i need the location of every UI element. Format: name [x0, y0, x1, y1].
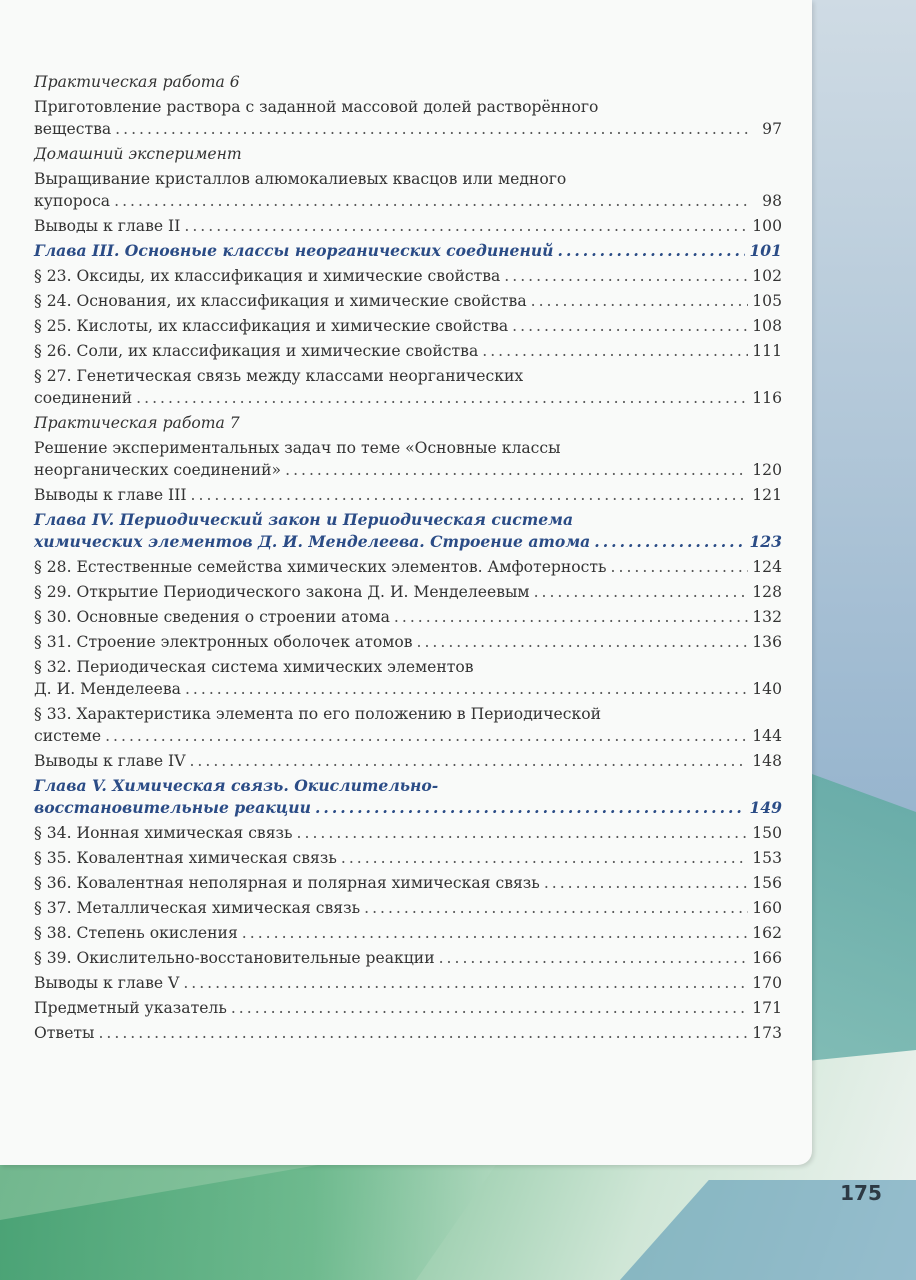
toc-subheading-text: Домашний эксперимент	[34, 145, 242, 163]
toc-leader-line	[34, 484, 782, 506]
toc-title: § 25. Кислоты, их классификация и химические свойства	[34, 317, 509, 335]
page-number: 175	[840, 1181, 882, 1205]
toc-title: Выводы к главе V	[34, 974, 180, 992]
toc-page-number: 98	[762, 192, 782, 210]
dot-leader	[531, 290, 748, 312]
dot-leader	[105, 725, 748, 747]
toc-title: § 23. Оксиды, их классификация и химические свойства	[34, 267, 501, 285]
toc-title-line: § 32. Периодическая система химических элементов	[34, 658, 474, 676]
dot-leader	[114, 190, 748, 212]
toc-leader-line	[34, 725, 782, 747]
toc-entry	[34, 997, 782, 1019]
toc-title: Ответы	[34, 1024, 95, 1042]
toc-title: § 39. Окислительно-восстановительные реакции	[34, 949, 435, 967]
dot-leader	[115, 118, 748, 140]
toc-entry	[34, 631, 782, 653]
toc-page-number: 149	[749, 798, 782, 817]
toc-title: Глава III. Основные классы неорганических соединений	[34, 241, 554, 260]
toc-leader-line	[34, 459, 782, 481]
dot-leader	[512, 315, 748, 337]
toc-entry	[34, 484, 782, 506]
toc-subheading	[34, 71, 782, 93]
toc-page-number: 173	[752, 1024, 782, 1042]
dot-leader	[231, 997, 748, 1019]
toc-leader-line	[34, 797, 782, 819]
toc-title: Выводы к главе II	[34, 217, 181, 235]
toc-page-number: 128	[752, 583, 782, 601]
toc-title: § 35. Ковалентная химическая связь	[34, 849, 337, 867]
dot-leader	[184, 215, 748, 237]
toc-leader-line	[34, 581, 782, 603]
toc-entry	[34, 606, 782, 628]
dot-leader	[394, 606, 748, 628]
toc-subheading-text: Практическая работа 7	[34, 414, 240, 432]
toc-title: восстановительные реакции	[34, 798, 311, 817]
toc-title: химических элементов Д. И. Менделеева. Строение атома	[34, 532, 591, 551]
toc-leader-line	[34, 847, 782, 869]
dot-leader	[242, 922, 748, 944]
toc-entry	[34, 437, 782, 481]
dot-leader	[98, 1022, 748, 1044]
toc-leader-line	[34, 1022, 782, 1044]
toc-page-number: 100	[752, 217, 782, 235]
toc-title: § 31. Строение электронных оболочек атомов	[34, 633, 413, 651]
toc-entry	[34, 96, 782, 140]
dot-leader	[285, 459, 748, 481]
dot-leader	[341, 847, 748, 869]
toc-entry	[34, 656, 782, 700]
toc-title: Предметный указатель	[34, 999, 227, 1017]
toc-title: § 34. Ионная химическая связь	[34, 824, 293, 842]
toc-title: вещества	[34, 120, 112, 138]
toc-entry	[34, 365, 782, 409]
toc-leader-line	[34, 678, 782, 700]
toc-page-number: 120	[752, 461, 782, 479]
toc-title-line: § 33. Характеристика элемента по его положению в Периодической	[34, 705, 601, 723]
toc-leader-line	[34, 265, 782, 287]
toc-page-number: 171	[752, 999, 782, 1017]
toc-subheading	[34, 143, 782, 165]
toc-entry	[34, 581, 782, 603]
toc-page-number: 170	[752, 974, 782, 992]
toc-leader-line	[34, 190, 782, 212]
dot-leader	[315, 797, 745, 819]
toc-entry	[34, 340, 782, 362]
toc-title: Выводы к главе III	[34, 486, 187, 504]
dot-leader	[439, 947, 748, 969]
toc-title-line: Решение экспериментальных задач по теме «Основные классы	[34, 439, 561, 457]
toc-entry	[34, 750, 782, 772]
toc-entry	[34, 972, 782, 994]
toc-title: § 28. Естественные семейства химических элементов. Амфотерность	[34, 558, 607, 576]
toc-page-number: 144	[752, 727, 782, 745]
toc-title: соединений	[34, 389, 133, 407]
toc-title-line: Приготовление раствора с заданной массовой долей растворённого	[34, 98, 599, 116]
toc-page-number: 111	[752, 342, 782, 360]
dot-leader	[189, 750, 748, 772]
dot-leader	[482, 340, 748, 362]
dot-leader	[611, 556, 748, 578]
toc-leader-line	[34, 315, 782, 337]
toc-chapter	[34, 240, 782, 262]
toc-subheading-text: Практическая работа 6	[34, 73, 240, 91]
toc-page-number: 123	[749, 532, 782, 551]
toc-page-number: 105	[752, 292, 782, 310]
toc-page-number: 156	[752, 874, 782, 892]
toc-page-number: 108	[752, 317, 782, 335]
toc-leader-line	[34, 340, 782, 362]
toc-leader-line	[34, 531, 782, 553]
toc-title-line: Выращивание кристаллов алюмокалиевых квасцов или медного	[34, 170, 567, 188]
toc-entry	[34, 265, 782, 287]
toc-title-line: § 27. Генетическая связь между классами неорганических	[34, 367, 524, 385]
toc-chapter	[34, 775, 782, 819]
toc-leader-line	[34, 240, 782, 262]
toc-leader-line	[34, 556, 782, 578]
toc-leader-line	[34, 972, 782, 994]
toc-title: купороса	[34, 192, 111, 210]
toc-entry	[34, 556, 782, 578]
dot-leader	[136, 387, 748, 409]
toc-title: системе	[34, 727, 102, 745]
toc-title: неорганических соединений»	[34, 461, 282, 479]
toc-page-number: 102	[752, 267, 782, 285]
dot-leader	[183, 972, 748, 994]
toc-entry	[34, 847, 782, 869]
toc-leader-line	[34, 750, 782, 772]
toc-page-number: 153	[752, 849, 782, 867]
toc-entry	[34, 290, 782, 312]
toc-entry	[34, 168, 782, 212]
dot-leader	[504, 265, 748, 287]
toc-title: Д. И. Менделеева	[34, 680, 181, 698]
toc-title: § 24. Основания, их классификация и химические свойства	[34, 292, 527, 310]
toc-page-number: 101	[749, 241, 782, 260]
dot-leader	[364, 897, 748, 919]
toc-page-number: 132	[752, 608, 782, 626]
dot-leader	[417, 631, 748, 653]
toc-title: § 26. Соли, их классификация и химические свойства	[34, 342, 479, 360]
toc-page-number: 166	[752, 949, 782, 967]
dot-leader	[185, 678, 748, 700]
toc-title: § 38. Степень окисления	[34, 924, 238, 942]
dot-leader	[297, 822, 748, 844]
toc-page-number: 121	[752, 486, 782, 504]
toc-page-number: 136	[752, 633, 782, 651]
toc-leader-line	[34, 631, 782, 653]
toc-title: § 36. Ковалентная неполярная и полярная химическая связь	[34, 874, 540, 892]
toc-page-number: 162	[752, 924, 782, 942]
toc-leader-line	[34, 822, 782, 844]
dot-leader	[534, 581, 748, 603]
toc-entry	[34, 922, 782, 944]
toc-leader-line	[34, 872, 782, 894]
toc-page-number: 97	[762, 120, 782, 138]
toc-leader-line	[34, 118, 782, 140]
toc-leader-line	[34, 922, 782, 944]
toc-page-number: 140	[752, 680, 782, 698]
toc-leader-line	[34, 290, 782, 312]
toc-leader-line	[34, 215, 782, 237]
toc-leader-line	[34, 947, 782, 969]
toc-title-line: Глава IV. Периодический закон и Периодическая система	[34, 510, 574, 529]
toc-page-number: 124	[752, 558, 782, 576]
toc-title-line: Глава V. Химическая связь. Окислительно-	[34, 776, 439, 795]
toc-title: § 37. Металлическая химическая связь	[34, 899, 361, 917]
toc-leader-line	[34, 997, 782, 1019]
toc-page-number: 116	[752, 389, 782, 407]
toc-leader-line	[34, 606, 782, 628]
dot-leader	[594, 531, 745, 553]
dot-leader	[544, 872, 748, 894]
toc-entry	[34, 897, 782, 919]
toc-subheading	[34, 412, 782, 434]
toc-title: § 30. Основные сведения о строении атома	[34, 608, 390, 626]
toc-entry	[34, 822, 782, 844]
toc-entry	[34, 1022, 782, 1044]
toc-leader-line	[34, 387, 782, 409]
toc-page-number: 160	[752, 899, 782, 917]
toc-page-number: 150	[752, 824, 782, 842]
toc-entry	[34, 872, 782, 894]
toc-title: § 29. Открытие Периодического закона Д. И. Менделеевым	[34, 583, 530, 601]
toc-entry	[34, 947, 782, 969]
toc-entry	[34, 315, 782, 337]
toc-leader-line	[34, 897, 782, 919]
toc-entry	[34, 703, 782, 747]
toc-entry	[34, 215, 782, 237]
toc-title: Выводы к главе IV	[34, 752, 186, 770]
dot-leader	[558, 240, 746, 262]
table-of-contents	[34, 71, 782, 1047]
toc-page-number: 148	[752, 752, 782, 770]
dot-leader	[191, 484, 748, 506]
toc-chapter	[34, 509, 782, 553]
